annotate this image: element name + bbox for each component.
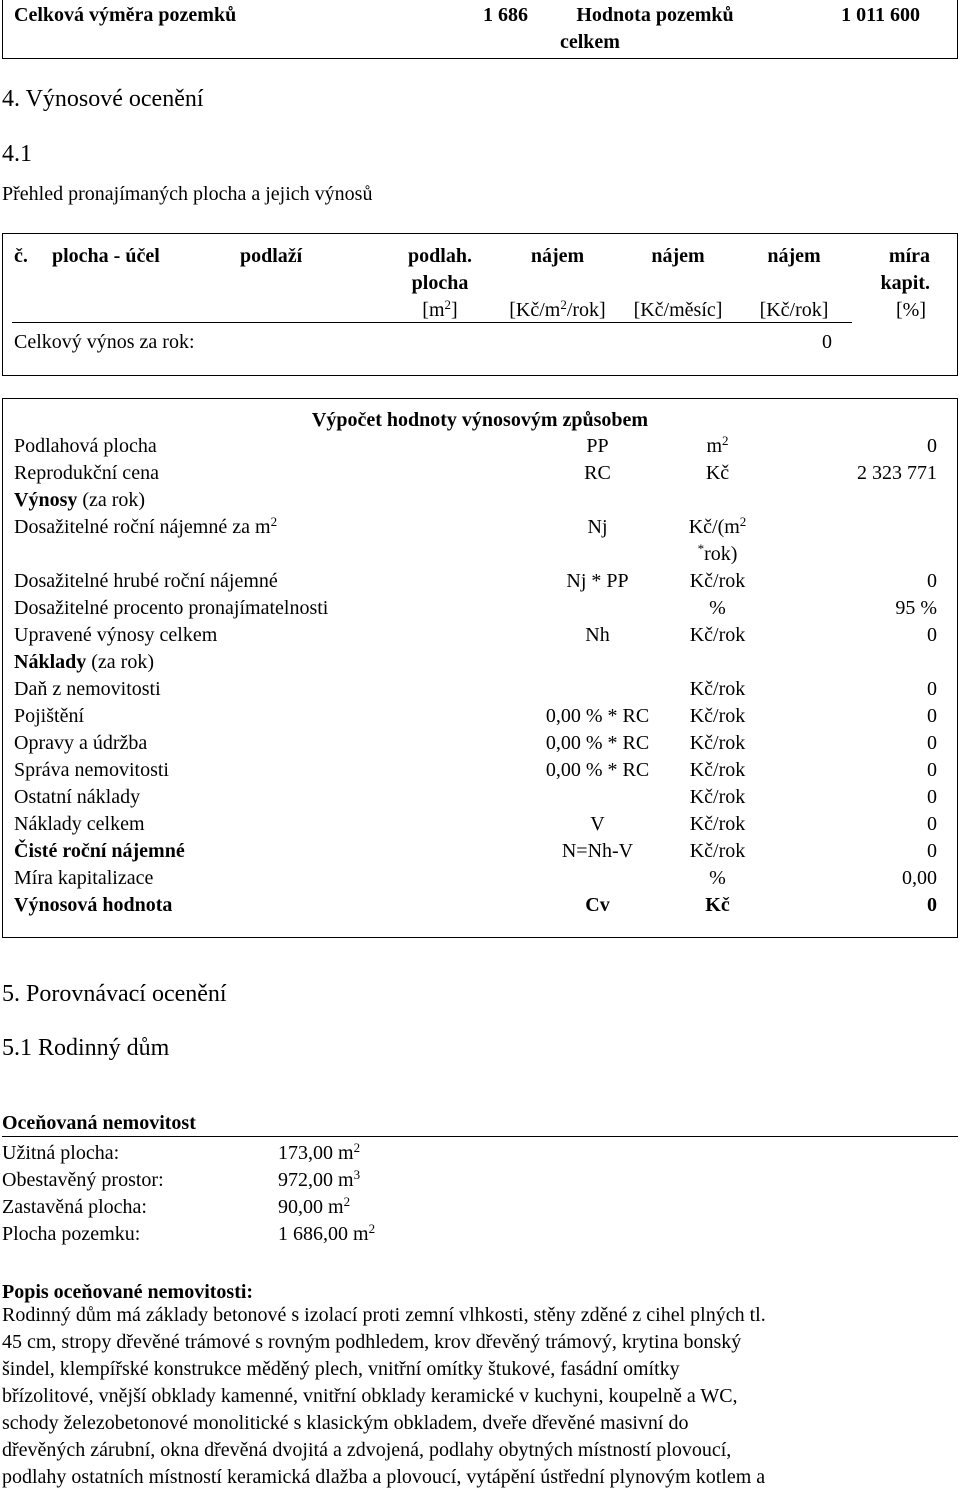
calc-row-label: Výnosová hodnota [14, 894, 173, 916]
calc-row-value: 0 [927, 705, 937, 727]
calc-row-unit: Kč/rok [689, 732, 746, 754]
calc-row-symbol: 0,00 % * RC [545, 705, 650, 727]
calc-row-label: Míra kapitalizace [14, 867, 154, 889]
total-yield-label: Celkový výnos za rok: [14, 331, 195, 353]
rent-col-floor-area [395, 243, 485, 324]
calc-row-unit: Kč/rok [689, 624, 746, 646]
calc-row-symbol: Nj [587, 516, 608, 538]
land-value-total: 1 011 600 [841, 4, 920, 26]
calc-row-value: 0 [927, 813, 937, 835]
calc-row-value: 0 [927, 894, 937, 916]
rent-col-cap-rate-line1: míra [888, 245, 930, 267]
description-line: dřevěných zárubní, okna dřevěná dvojitá a zdvojená, podlahy obytných místností plovoucí, [2, 1439, 732, 1461]
calc-row-label: Pojištění [14, 705, 85, 727]
total-land-area-value: 1 686 [483, 4, 528, 26]
calc-row-label: Upravené výnosy celkem [14, 624, 218, 646]
rent-col-rent-m2-line1: nájem [530, 245, 585, 267]
rent-col-rent-month [622, 243, 734, 324]
property-param-value: 90,00 $m^2$ [278, 1194, 351, 1218]
calc-row-unit: Kč/rok [689, 705, 746, 727]
calc-row-label: Dosažitelné roční nájemné za $m^2$ [14, 514, 278, 538]
calc-row-label: Dosažitelné procento pronajímatelnosti [14, 597, 329, 619]
calc-row-value: 0 [927, 624, 937, 646]
calc-row-unit: Kč [705, 894, 730, 916]
calc-row-symbol: Cv [585, 894, 610, 916]
calc-row-unit: Kč/rok [689, 813, 746, 835]
rent-col-rent-year-line1: nájem [767, 245, 821, 267]
calc-row-value: 95 % [895, 597, 937, 619]
calc-row-unit: Kč/rok [689, 678, 746, 700]
calc-row-label: Náklady (za rok) [14, 651, 154, 673]
calc-row-unit: Kč [705, 462, 730, 484]
calc-row-value: 2 323 771 [857, 462, 937, 484]
total-land-area-label: Celková výměra pozemků [14, 4, 237, 26]
rent-col-floor-area-line1: podlah. [408, 245, 472, 267]
section-4-1-number: 4.1 [2, 141, 32, 167]
calc-row-symbol: RC [584, 462, 611, 484]
calc-row-label: Opravy a údržba [14, 732, 148, 754]
calc-row-value: 0,00 [902, 867, 937, 889]
rent-col-rent-year-unit: [Kč/rok] [759, 299, 829, 321]
calc-row-value: 0 [927, 435, 937, 457]
description-line: podlahy ostatních místností keramická dlažba a plovoucí, vytápění ústřední plynovým kotlem a [2, 1466, 766, 1488]
description-line: šindel, klempířské konstrukce měděný plech, vnitřní omítky štukové, fasádní omítky [2, 1358, 680, 1380]
rent-col-rent-year [742, 243, 846, 324]
calc-row-unit: % [709, 867, 726, 889]
calc-row-value: 0 [927, 759, 937, 781]
property-param-label: Zastavěná plocha: [2, 1196, 147, 1218]
calc-row-symbol: Nh [585, 624, 610, 646]
calc-row-unit: Kč/rok [689, 840, 746, 862]
property-heading: Oceňovaná nemovitost [2, 1112, 196, 1134]
property-param-value: 1 686,00 $m^2$ [278, 1221, 376, 1245]
rent-col-cap-rate [850, 243, 930, 324]
calc-row-value: 0 [927, 786, 937, 808]
calc-row-value: 0 [927, 732, 937, 754]
property-param-label: Plocha pozemku: [2, 1223, 141, 1245]
calc-row-unit: Kč/rok [689, 786, 746, 808]
calc-row-unit: $m^2$ [706, 433, 729, 457]
calc-row-value: 0 [927, 840, 937, 862]
calc-row-symbol: N=Nh-V [561, 840, 634, 862]
land-value-label-line1: Hodnota pozemků [576, 4, 734, 26]
rent-col-floor-area-line2: plocha [411, 272, 469, 294]
calc-row-label: Správa nemovitosti [14, 759, 169, 781]
calc-row-symbol: 0,00 % * RC [545, 732, 650, 754]
description-line: 45 cm, stropy dřevěné trámové s rovným podhledem, krov dřevěný trámový, krytina bonský [2, 1331, 742, 1353]
description-line: břízolitové, vnější obklady kamenné, vnitřní obklady keramické v kuchyni, koupelně a WC, [2, 1385, 738, 1407]
calc-row-unit: $Kč/(m^2$ *rok) [665, 514, 770, 568]
calc-row-label: Výnosy (za rok) [14, 489, 146, 511]
income-calc-title: Výpočet hodnoty výnosovým způsobem [311, 409, 649, 431]
property-param-label: Obestavěný prostor: [2, 1169, 164, 1191]
land-value-label [540, 2, 770, 56]
rent-col-cap-rate-unit: [%] [896, 299, 926, 321]
calc-row-unit: Kč/rok [689, 570, 746, 592]
section-4-1-title: Přehled pronajímaných plocha a jejich výnosů [2, 183, 373, 205]
calc-row-unit-line2: *rok) [697, 541, 738, 565]
calc-row-label: Náklady celkem [14, 813, 145, 835]
rent-col-floor-area-unit: $[m^2]$ [422, 297, 458, 321]
calc-row-unit: % [709, 597, 726, 619]
property-param-label: Užitná plocha: [2, 1142, 120, 1164]
rent-col-rent-month-unit: [Kč/měsíc] [633, 299, 723, 321]
calc-row-unit: Kč/rok [689, 759, 746, 781]
calc-row-label: Čisté roční nájemné [14, 840, 185, 862]
calc-row-label: Reprodukční cena [14, 462, 159, 484]
description-line: Rodinný dům má základy betonové s izolací proti zemní vlhkosti, stěny zděné z cihel plných tl. [2, 1304, 766, 1326]
calc-row-symbol: 0,00 % * RC [545, 759, 650, 781]
property-heading-rule [2, 1136, 958, 1137]
calc-row-label: Dosažitelné hrubé roční nájemné [14, 570, 278, 592]
calc-row-symbol: Nj * PP [566, 570, 629, 592]
rent-col-rent-m2-unit: $[Kč/m^2/rok]$ [509, 297, 606, 321]
rent-col-rent-month-line1: nájem [651, 245, 705, 267]
section-5-title: 5. Porovnávací ocenění [2, 981, 227, 1007]
property-param-value: 173,00 $m^2$ [278, 1140, 361, 1164]
calc-row-symbol: V [590, 813, 605, 835]
total-yield-value: 0 [822, 331, 832, 353]
rent-col-cap-rate-line2: kapit. [880, 272, 930, 294]
rent-col-purpose: plocha - účel [52, 245, 160, 267]
description-heading: Popis oceňované nemovitosti: [2, 1281, 254, 1303]
calc-row-value: 0 [927, 678, 937, 700]
calc-row-symbol: PP [586, 435, 609, 457]
land-value-label-line2: celkem [560, 31, 620, 53]
description-line: schody železobetonové monolitické s klasickým obkladem, dveře dřevěné masivní do [2, 1412, 689, 1434]
calc-row-label: Daň z nemovitosti [14, 678, 161, 700]
calc-row-value: 0 [927, 570, 937, 592]
rent-col-floor: podlaží [240, 245, 303, 267]
calc-row-label: Ostatní náklady [14, 786, 141, 808]
property-param-value: 972,00 $m^3$ [278, 1167, 361, 1191]
calc-row-label: Podlahová plocha [14, 435, 157, 457]
section-4-title: 4. Výnosové ocenění [2, 86, 204, 112]
rent-col-number: č. [14, 245, 28, 267]
section-5-1-title: 5.1 Rodinný dům [2, 1035, 170, 1061]
rent-col-rent-m2 [495, 243, 620, 324]
